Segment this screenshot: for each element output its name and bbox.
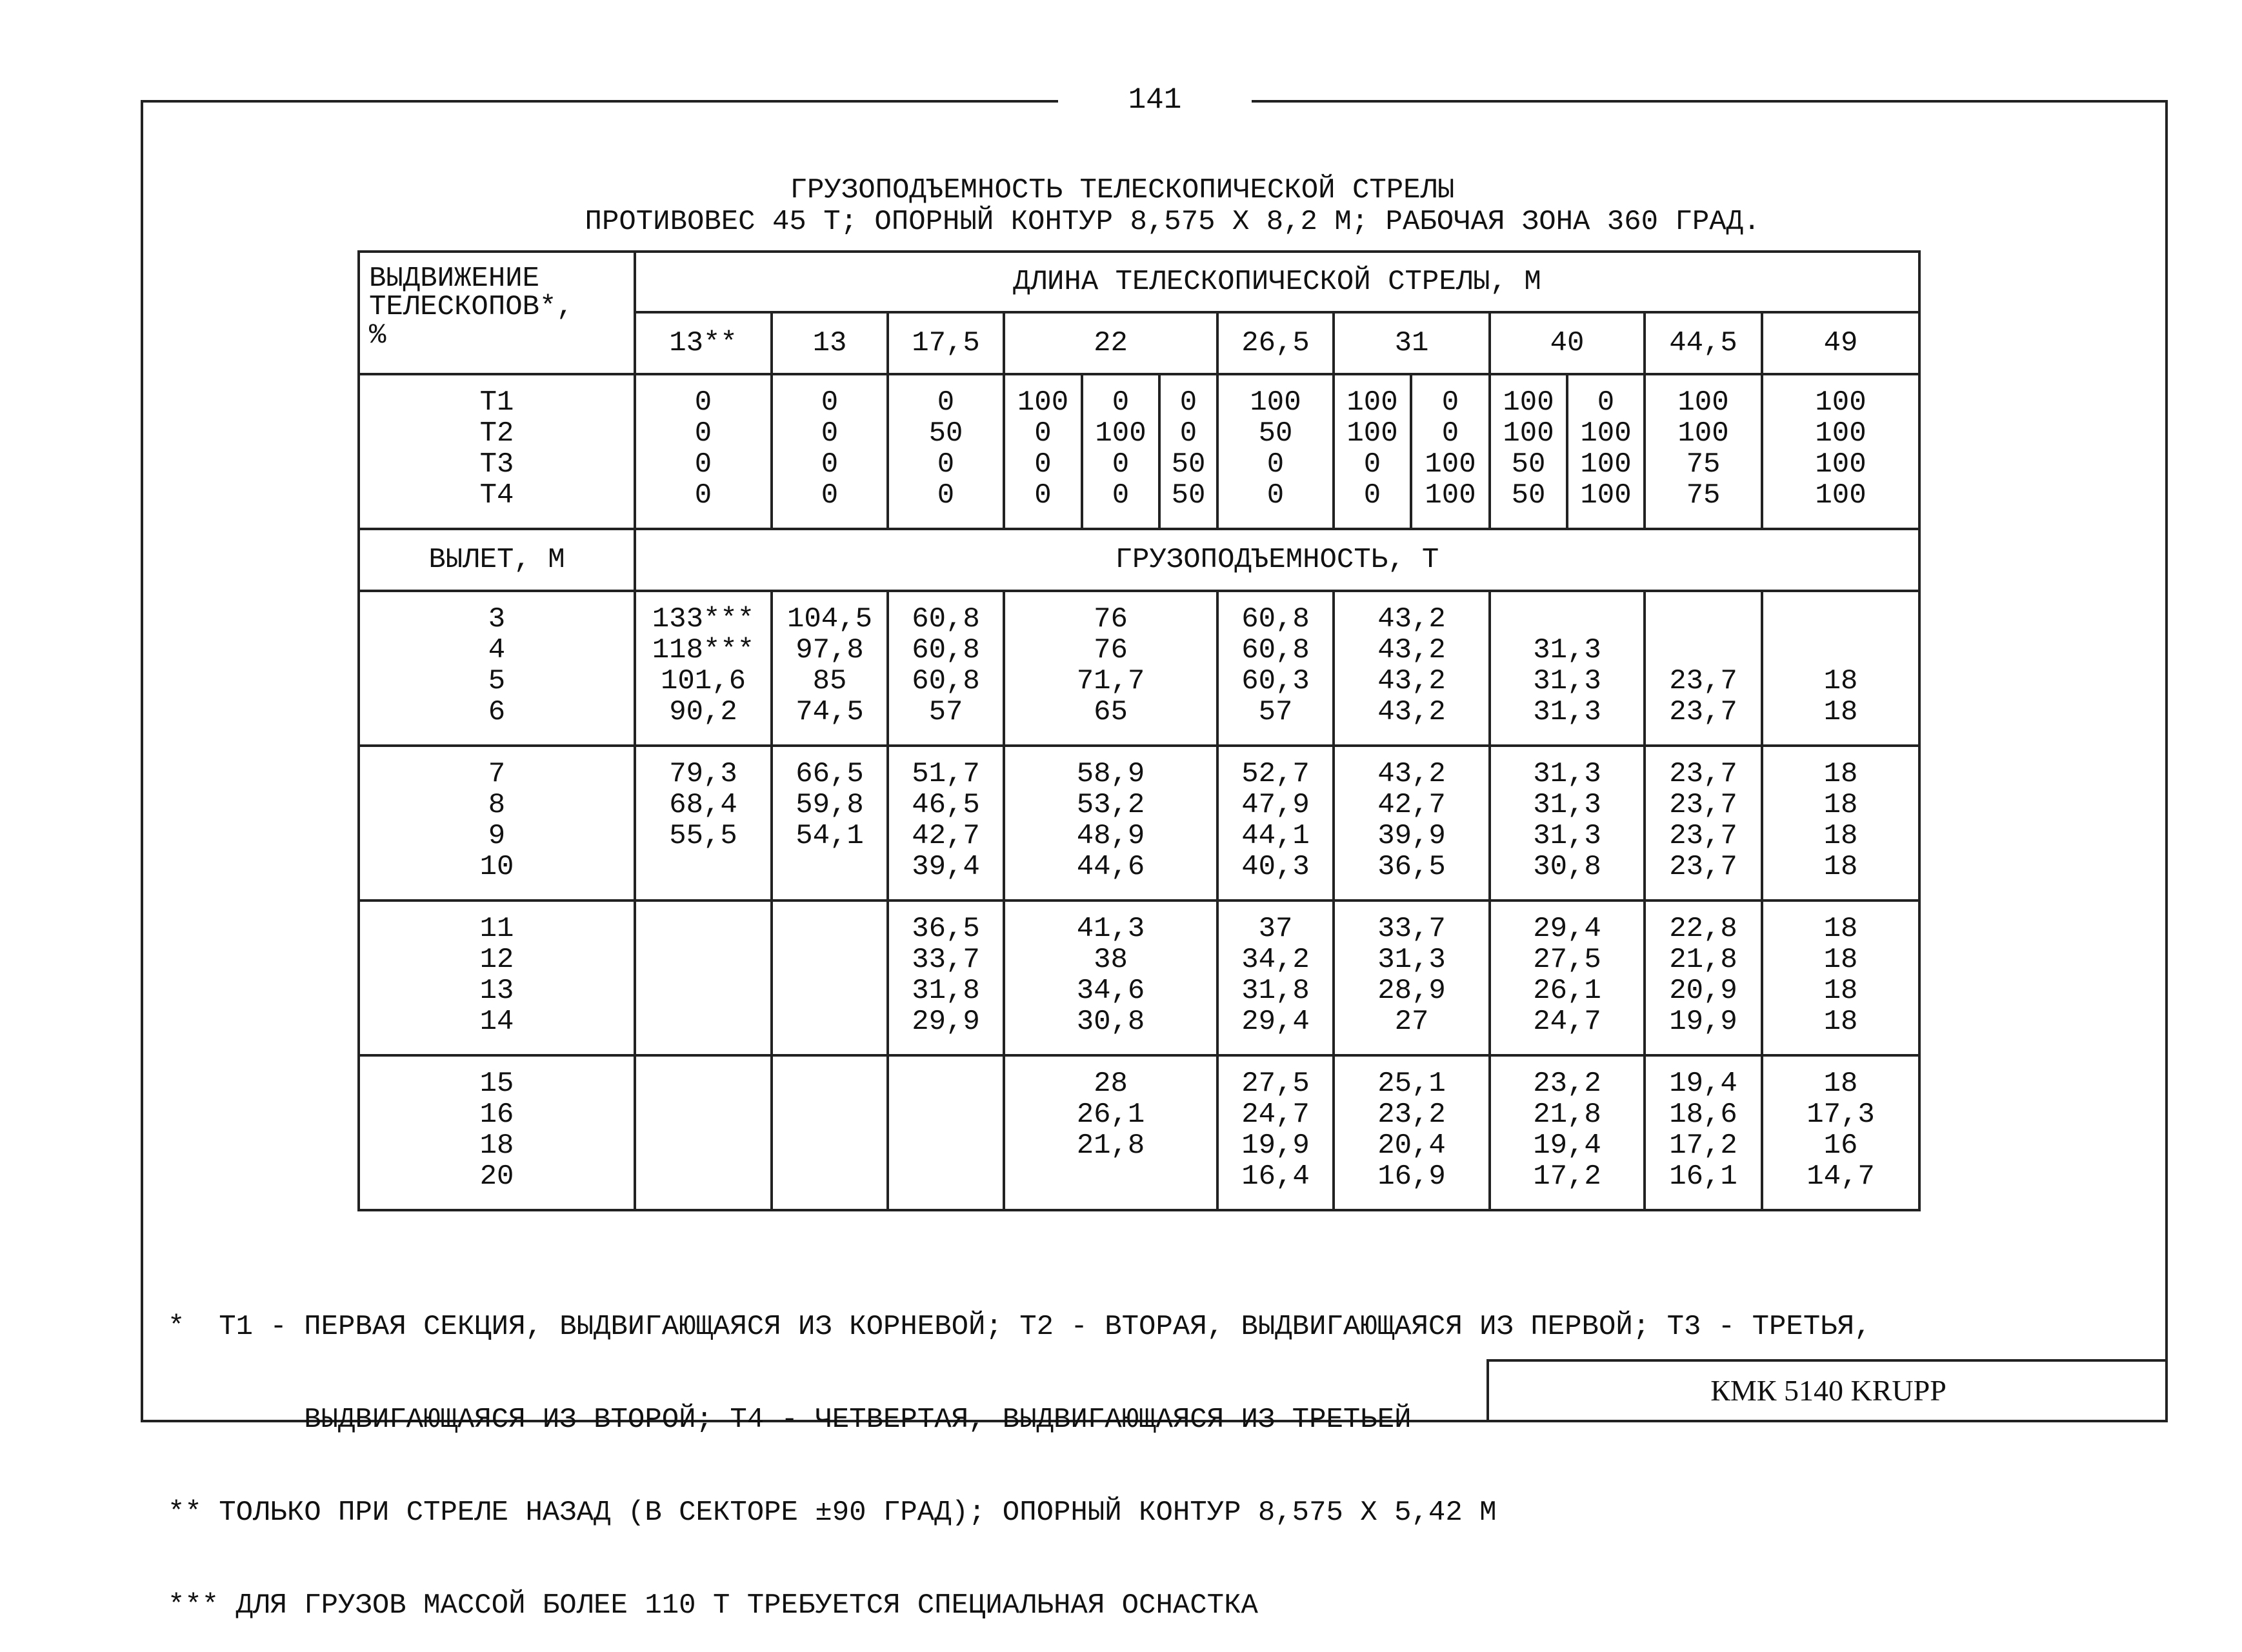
capacity-values: 23,7 23,7 — [1645, 591, 1762, 746]
capacity-values: 33,7 31,3 28,9 27 — [1334, 901, 1490, 1055]
reach-values: 11 12 13 14 — [359, 901, 635, 1055]
table-row — [359, 901, 1919, 1055]
capacity-values: 58,9 53,2 48,9 44,6 — [1004, 746, 1217, 901]
boom-length-header: ДЛИНА ТЕЛЕСКОПИЧЕСКОЙ СТРЕЛЫ, М — [635, 252, 1919, 312]
capacity-values: 133*** 118*** 101,6 90,2 — [635, 591, 772, 746]
capacity-values — [888, 1055, 1004, 1210]
capacity-header: ГРУЗОПОДЪЕМНОСТЬ, Т — [635, 529, 1919, 591]
reach-values: 7 8 9 10 — [359, 746, 635, 901]
capacity-values: 23,7 23,7 23,7 23,7 — [1645, 746, 1762, 901]
capacity-values: 29,4 27,5 26,1 24,7 — [1490, 901, 1645, 1055]
length-cell: 49 — [1762, 312, 1919, 374]
capacity-values: 60,8 60,8 60,3 57 — [1217, 591, 1334, 746]
capacity-values: 27,5 24,7 19,9 16,4 — [1217, 1055, 1334, 1210]
page-number: 141 — [1058, 77, 1252, 123]
table-row — [359, 746, 1919, 901]
capacity-values: 18 18 18 18 — [1762, 901, 1919, 1055]
capacity-values: 18 18 — [1762, 591, 1919, 746]
capacity-values: 31,3 31,3 31,3 30,8 — [1490, 746, 1645, 901]
section-values: 0 0 0 0 — [772, 374, 888, 529]
capacity-values: 41,3 38 34,6 30,8 — [1004, 901, 1217, 1055]
reach-values: 15 16 18 20 — [359, 1055, 635, 1210]
section-values: 0 0 100 100 — [1411, 374, 1490, 529]
capacity-values: 43,2 42,7 39,9 36,5 — [1334, 746, 1490, 901]
capacity-values: 60,8 60,8 60,8 57 — [888, 591, 1004, 746]
capacity-values: 22,8 21,8 20,9 19,9 — [1645, 901, 1762, 1055]
capacity-values — [772, 901, 888, 1055]
section-values: 0 100 100 100 — [1567, 374, 1645, 529]
capacity-values: 76 76 71,7 65 — [1004, 591, 1217, 746]
capacity-values — [635, 1055, 772, 1210]
footnote-line: ** ТОЛЬКО ПРИ СТРЕЛЕ НАЗАД (В СЕКТОРЕ ±90 ГРАД); ОПОРНЫЙ КОНТУР 8,575 Х 5,42 М — [168, 1497, 1497, 1529]
table-title: ГРУЗОПОДЪЕМНОСТЬ ТЕЛЕСКОПИЧЕСКОЙ СТРЕЛЫ — [790, 174, 1455, 206]
capacity-values: 52,7 47,9 44,1 40,3 — [1217, 746, 1334, 901]
length-cell: 22 — [1004, 312, 1217, 374]
capacity-values: 66,5 59,8 54,1 — [772, 746, 888, 901]
length-cell: 13** — [635, 312, 772, 374]
section-values: 100 100 50 50 — [1490, 374, 1567, 529]
length-cell: 13 — [772, 312, 888, 374]
length-cell: 26,5 — [1217, 312, 1334, 374]
telescoping-header: ВЫДВИЖЕНИЕ ТЕЛЕСКОПОВ*, % — [359, 252, 635, 374]
section-values: 0 0 50 50 — [1159, 374, 1217, 529]
footnote-line: * Т1 - ПЕРВАЯ СЕКЦИЯ, ВЫДВИГАЮЩАЯСЯ ИЗ КОРНЕВОЙ; Т2 - ВТОРАЯ, ВЫДВИГАЮЩАЯСЯ ИЗ ПЕРВОЙ; Т3 - ТРЕТЬЯ, — [168, 1311, 1872, 1343]
table-subtitle: ПРОТИВОВЕС 45 Т; ОПОРНЫЙ КОНТУР 8,575 Х 8,2 М; РАБОЧАЯ ЗОНА 360 ГРАД. — [585, 206, 1761, 238]
capacity-values: 19,4 18,6 17,2 16,1 — [1645, 1055, 1762, 1210]
capacity-values: 28 26,1 21,8 — [1004, 1055, 1217, 1210]
capacity-values: 18 17,3 16 14,7 — [1762, 1055, 1919, 1210]
capacity-values: 37 34,2 31,8 29,4 — [1217, 901, 1334, 1055]
section-values: 100 50 0 0 — [1217, 374, 1334, 529]
length-cell: 17,5 — [888, 312, 1004, 374]
section-values: 0 50 0 0 — [888, 374, 1004, 529]
capacity-values — [772, 1055, 888, 1210]
length-cell: 44,5 — [1645, 312, 1762, 374]
reach-values: 3 4 5 6 — [359, 591, 635, 746]
capacity-values: 25,1 23,2 20,4 16,9 — [1334, 1055, 1490, 1210]
length-cell: 31 — [1334, 312, 1490, 374]
section-values: 100 100 75 75 — [1645, 374, 1762, 529]
length-cell: 40 — [1490, 312, 1645, 374]
section-values: 0 0 0 0 — [635, 374, 772, 529]
capacity-values: 31,3 31,3 31,3 — [1490, 591, 1645, 746]
title-block: КМК 5140 KRUPP — [1486, 1359, 2168, 1422]
capacity-values: 23,2 21,8 19,4 17,2 — [1490, 1055, 1645, 1210]
footnote-line: *** ДЛЯ ГРУЗОВ МАССОЙ БОЛЕЕ 110 Т ТРЕБУЕТСЯ СПЕЦИАЛЬНАЯ ОСНАСТКА — [168, 1589, 1258, 1622]
load-capacity-table — [357, 250, 1921, 1211]
footnote-line: ВЫДВИГАЮЩАЯСЯ ИЗ ВТОРОЙ; Т4 - ЧЕТВЕРТАЯ, ВЫДВИГАЮЩАЯСЯ ИЗ ТРЕТЬЕЙ — [168, 1404, 1412, 1436]
capacity-values — [635, 901, 772, 1055]
table-row — [359, 591, 1919, 746]
capacity-values: 104,5 97,8 85 74,5 — [772, 591, 888, 746]
section-values: 100 100 0 0 — [1334, 374, 1411, 529]
capacity-values: 18 18 18 18 — [1762, 746, 1919, 901]
capacity-values: 36,5 33,7 31,8 29,9 — [888, 901, 1004, 1055]
footnotes — [168, 1249, 1871, 1652]
table-row — [359, 1055, 1919, 1210]
section-values: 100 0 0 0 — [1004, 374, 1082, 529]
section-values: 100 100 100 100 — [1762, 374, 1919, 529]
section-labels: T1 T2 T3 T4 — [359, 374, 635, 529]
section-values: 0 100 0 0 — [1082, 374, 1159, 529]
capacity-values: 79,3 68,4 55,5 — [635, 746, 772, 901]
capacity-values: 43,2 43,2 43,2 43,2 — [1334, 591, 1490, 746]
capacity-values: 51,7 46,5 42,7 39,4 — [888, 746, 1004, 901]
reach-header: ВЫЛЕТ, М — [359, 529, 635, 591]
